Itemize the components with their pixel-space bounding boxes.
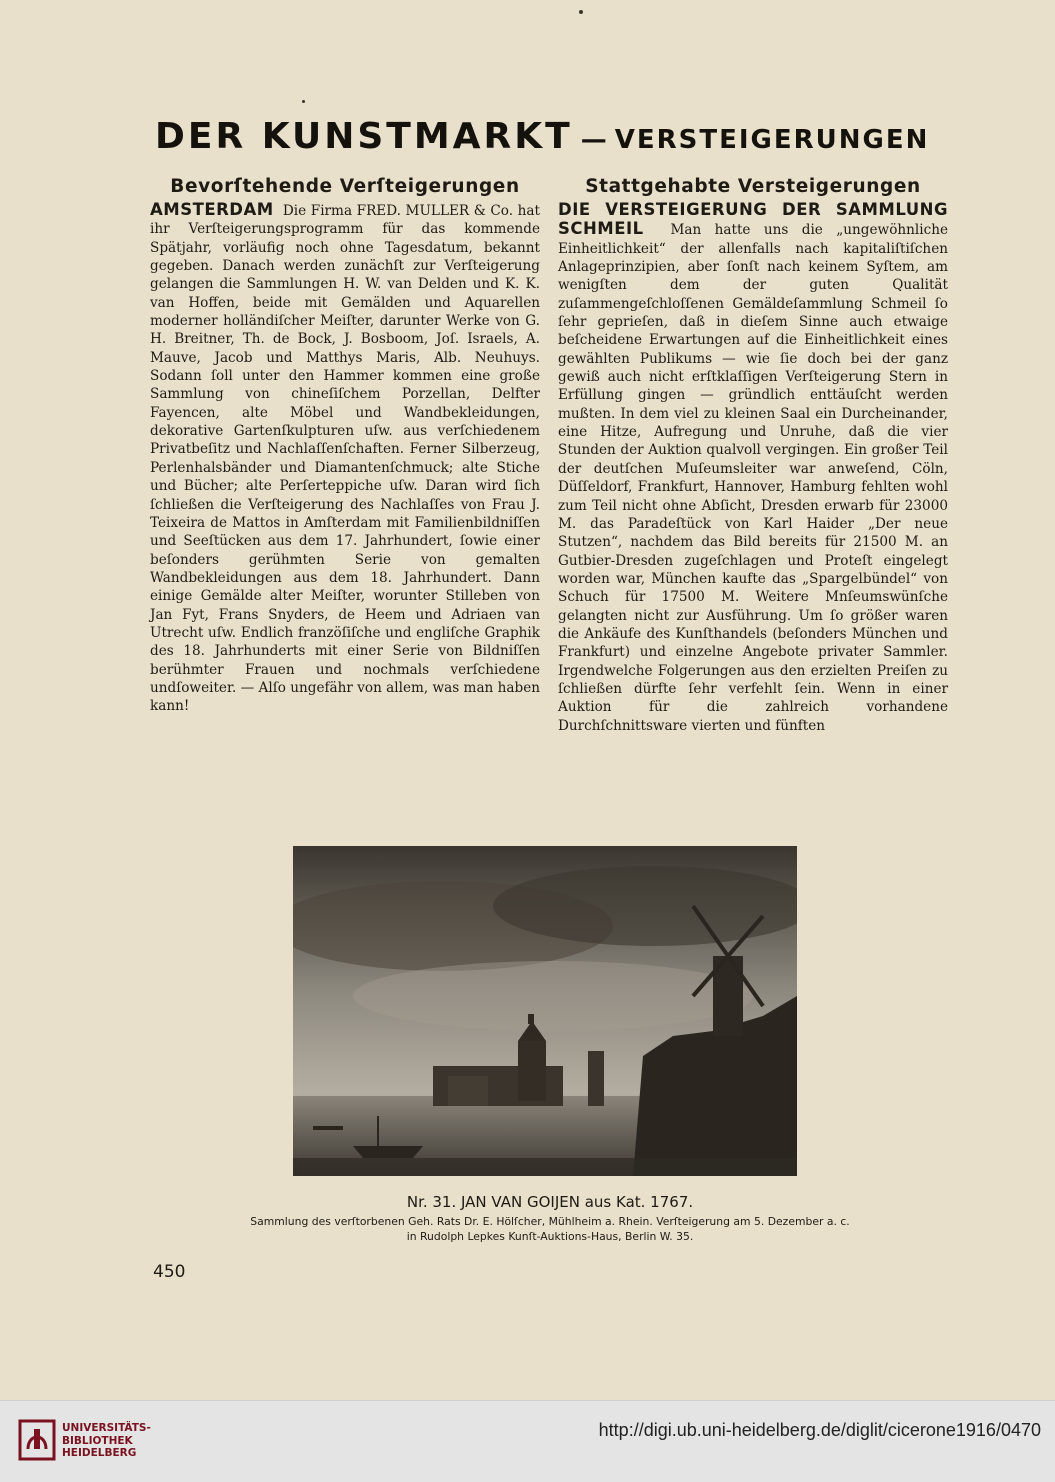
article-lead: DIE VERSTEIGERUNG DER SAMMLUNG SCHMEIL xyxy=(558,200,948,239)
library-logo-icon xyxy=(18,1419,56,1461)
right-heading: Stattgehabte Versteigerungen xyxy=(585,176,921,197)
headline-main: DER KUNSTMARKT xyxy=(155,116,573,157)
page-headline xyxy=(155,116,945,157)
city-name: AMSTERDAM xyxy=(150,200,274,219)
right-article-text: Man hatte uns die „ungewöhnliche Einheitlichkeit“ der allenfalls nach kapitaliſtiſchen Anlageprinzipien, aber ſonſt nach keinem Syſtem, am wenigſten dem der guten Qualität zuſammengeſchloſſenen Gemäldeſammlung Schmeil ſo ſehr geprieſen, daß in dieſem Sinne auch etwaige beſcheidene Erwartungen auf die Einheitlichkeit eines gewählten Publikums — wie ſie doch bei der ganz gewiß auch nicht erſtklaſſigen Verſteigerung Stern in Erfüllung gingen — gründlich enttäuſcht werden mußten. In dem viel zu kleinen Saal ein Durcheinander, eine Hitze, Aufregung und Unruhe, daß die vier Stunden der Auktion qualvoll vergingen. Ein großer Teil der deutſchen Muſeumsleiter war anweſend, Cöln, Düſſeldorf, Frankfurt, Hannover, Hamburg fehlten wohl zum Teil nicht ohne Abſicht, Dresden erwarb für 23000 M. das Paradeſtück von Karl Haider „Der neue Stutzen“, nachdem das Bild bereits für 21500 M. an Gutbier-Dresden zugeſchlagen und Proteſt eingelegt worden war, München kaufte das „Spargelbündel“ von Schuch für 17500 M. Weitere Mnſeumswünſche gelangten nicht zur Ausführung. Um ſo größer waren die Ankäufe des Kunſthandels (beſonders München und Frankfurt) und einzelne Angebote privater Sammler. Irgendwelche Folgerungen aus den erzielten Preiſen zu ſchließen dürfte ſehr verfehlt ſein. Wenn in einer Auktion für die zahlreich vorhandene Durchſchnittsware vierten und fünften xyxy=(558,222,948,734)
library-line-1: UNIVERSITÄTS- xyxy=(62,1422,151,1434)
source-url-link[interactable]: http://digi.ub.uni-heidelberg.de/diglit/cicerone1916/0470 xyxy=(598,1420,1041,1440)
caption-line-1: Sammlung des verſtorbenen Geh. Rats Dr. E. Hölſcher, Mühlheim a. Rhein. Verſteigerung am 5. Dezember a. c. xyxy=(250,1215,850,1228)
image-caption-detail xyxy=(155,1214,945,1244)
headline-sub: VERSTEIGERUNGEN xyxy=(614,125,930,155)
right-article xyxy=(558,201,948,735)
print-mark xyxy=(302,100,305,103)
print-mark xyxy=(579,10,583,14)
caption-line-2: in Rudolph Lepkes Kunſt-Auktions-Haus, Berlin W. 35. xyxy=(406,1230,694,1243)
library-line-3: HEIDELBERG xyxy=(62,1447,137,1459)
left-column xyxy=(150,176,540,716)
painting-reproduction xyxy=(293,846,797,1176)
left-article-text: Die Firma FRED. MULLER & Co. hat ihr Verſteigerungsprogramm für das kommende Spätjahr, vorläufig noch ohne Tagesdatum, bekannt gegeben. Danach werden zunächſt zur Verſteigerung gelangen die Sammlungen H. W. van Delden und K. K. van Hoffen, beide mit Gemälden und Aquarellen moderner holländiſcher Meiſter, darunter Werke von G. H. Breitner, Th. de Bock, J. Bosboom, Joſ. Israels, A. Mauve, Jacob und Matthys Maris, Alb. Neuhuys. Sodann ſoll unter den Hammer kommen eine große Sammlung von chineſiſchem Porzellan, Delfter Fayencen, alte Möbel und Wandbekleidungen, dekorative Gartenſkulpturen uſw. aus verſchiedenem Privatbeſitz und Nachlaſſenſchaften. Ferner Silberzeug, Perlenhalsbänder und Diamantenſchmuck; alte Stiche und Bücher; alte Perſerteppiche uſw. Daran wird ſich ſchließen die Verſteigerung des Nachlaſſes von Frau J. Teixeira de Mattos in Amſterdam mit Familienbildniſſen und Seeſtücken aus dem 17. Jahrhundert, ſowie einer beſonders gerühmten Serie von gemalten Wandbekleidungen aus dem 18. Jahrhundert. Dann einige Gemälde alter Meiſter, worunter Stilleben von Jan Fyt, Frans Snyders, de Heem und Adriaen van Utrecht uſw. Endlich franzöſiſche und engliſche Graphik des 18. Jahrhunderts mit einer Serie von Bildniſſen berühmter Frauen und nochmals verſchiedene undſoweiter. — Alſo ungefähr von allem, was man haben kann! xyxy=(150,203,540,715)
left-article xyxy=(150,201,540,716)
page-number: 450 xyxy=(153,1262,186,1282)
image-caption-title: Nr. 31. JAN VAN GOIJEN aus Kat. 1767. xyxy=(406,1193,694,1211)
left-heading: Bevorſtehende Verſteigerungen xyxy=(170,176,520,197)
landscape-painting-image xyxy=(293,846,797,1176)
library-name xyxy=(62,1422,151,1460)
library-line-2: BIBLIOTHEK xyxy=(62,1434,133,1447)
right-column xyxy=(558,176,948,735)
headline-dash: — xyxy=(580,125,607,155)
viewer-footer xyxy=(0,1400,1055,1482)
